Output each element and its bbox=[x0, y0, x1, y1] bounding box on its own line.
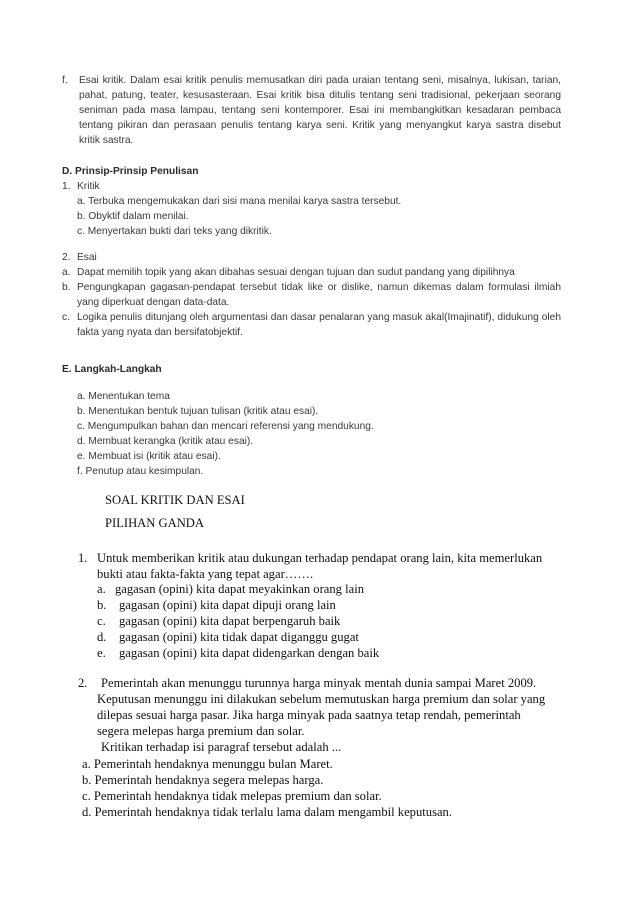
question-1 bbox=[78, 551, 562, 582]
q2-option: b. Pemerintah hendaknya segera melepas harga. bbox=[82, 773, 324, 787]
kritik-item: b. Obyktif dalam menilai. bbox=[77, 211, 189, 222]
kritik-label-row bbox=[62, 179, 100, 194]
q1-option-marker: a. bbox=[97, 582, 106, 596]
esai-item-text: Pengungkapan gagasan-pendapat tersebut tidak like or dislike, namun dikemas dalam formulasi ilmiah yang diperkuat dengan data-data. bbox=[77, 282, 561, 308]
esai-label-row bbox=[62, 250, 97, 265]
q1-option-marker: e. bbox=[97, 646, 106, 660]
question-2-line: Keputusan menunggu ini dilakukan sebelum memutuskan harga premium dan solar yang bbox=[97, 692, 546, 706]
question-1-number: 1. bbox=[78, 551, 88, 565]
q2-option: d. Pemerintah hendaknya tidak terlalu lama dalam mengambil keputusan. bbox=[82, 805, 453, 819]
esai-marker: 2. bbox=[62, 252, 71, 263]
q1-option-marker: d. bbox=[97, 630, 107, 644]
esai-item-text: Dapat memilih topik yang akan dibahas sesuai dengan tujuan dan sudut pandang yang dipilihnya bbox=[77, 267, 515, 278]
q2-option: a. Pemerintah hendaknya menunggu bulan Maret. bbox=[82, 757, 333, 771]
section-f-paragraph bbox=[62, 73, 561, 148]
q1-option-text: gagasan (opini) kita dapat berpengaruh baik bbox=[119, 614, 341, 628]
esai-item bbox=[62, 280, 561, 310]
section-f-marker: f. bbox=[62, 75, 68, 86]
kritik-marker: 1. bbox=[62, 181, 71, 192]
kritik-item: c. Menyertakan bukti dari teks yang dikritik. bbox=[77, 226, 272, 237]
q1-option-text: gagasan (opini) kita dapat didengarkan dengan baik bbox=[119, 646, 380, 660]
q1-option bbox=[97, 630, 359, 646]
question-1-text: Untuk memberikan kritik atau dukungan terhadap pendapat orang lain, kita memerlukan bukti atau fakta-fakta yang tepat agar……. bbox=[97, 551, 543, 581]
soal-subtitle: PILIHAN GANDA bbox=[105, 516, 204, 530]
section-f-text: Esai kritik. Dalam esai kritik penulis memusatkan diri pada uraian tentang seni, misalnya, lukisan, tarian, pahat, patung, teater, kesusasteraan. Esai kritik bisa ditulis tentang seni tradisional, pekerjaan seorang seniman pada masa lampau, tentang seni kontemporer. Esai ini membangkitkan kesadaran pembaca tentang pikiran dan perasaan penulis tentang karya seni. Kritik yang menyangkut karya sastra disebut kritik sastra. bbox=[79, 75, 561, 146]
langkah-item: c. Mengumpulkan bahan dan mencari referensi yang mendukung. bbox=[77, 421, 374, 432]
langkah-item: e. Membuat isi (kritik atau esai). bbox=[77, 451, 221, 462]
q1-option-marker: b. bbox=[97, 598, 107, 612]
q2-option: c. Pemerintah hendaknya tidak melepas premium dan solar. bbox=[82, 789, 382, 803]
q1-option-text: gagasan (opini) kita dapat dipuji orang lain bbox=[119, 598, 336, 612]
q1-option-text: gagasan (opini) kita tidak dapat diganggu gugat bbox=[119, 630, 359, 644]
section-e-heading: E. Langkah-Langkah bbox=[62, 364, 162, 375]
esai-item bbox=[62, 310, 561, 340]
kritik-item: a. Terbuka mengemukakan dari sisi mana menilai karya sastra tersebut. bbox=[77, 196, 402, 207]
soal-title: SOAL KRITIK DAN ESAI bbox=[105, 493, 245, 507]
q1-option-text: gagasan (opini) kita dapat meyakinkan orang lain bbox=[115, 582, 364, 596]
q1-option bbox=[97, 646, 379, 662]
q1-option bbox=[97, 598, 336, 614]
kritik-label: Kritik bbox=[77, 181, 100, 192]
langkah-item: f. Penutup atau kesimpulan. bbox=[77, 466, 204, 477]
question-2-prompt: Kritikan terhadap isi paragraf tersebut adalah ... bbox=[101, 740, 342, 754]
question-2-line: segera melepas harga premium dan solar. bbox=[97, 724, 305, 738]
esai-label: Esai bbox=[77, 252, 97, 263]
section-d-heading: D. Prinsip-Prinsip Penulisan bbox=[62, 166, 199, 177]
esai-item-marker: b. bbox=[62, 282, 71, 293]
esai-item-marker: c. bbox=[62, 312, 70, 323]
question-2-number: 2. bbox=[78, 676, 88, 690]
langkah-item: d. Membuat kerangka (kritik atau esai). bbox=[77, 436, 254, 447]
langkah-item: b. Menentukan bentuk tujuan tulisan (kritik atau esai). bbox=[77, 406, 319, 417]
q1-option bbox=[97, 614, 340, 630]
esai-item-marker: a. bbox=[62, 267, 71, 278]
langkah-item: a. Menentukan tema bbox=[77, 391, 170, 402]
q1-option-marker: c. bbox=[97, 614, 106, 628]
question-2-line: dilepas sesuai harga pasar. Jika harga minyak pada saatnya tetap rendah, pemerintah bbox=[97, 708, 521, 722]
q1-option bbox=[97, 582, 364, 598]
esai-item bbox=[62, 265, 561, 280]
question-2-line: Pemerintah akan menunggu turunnya harga minyak mentah dunia sampai Maret 2009. bbox=[101, 676, 537, 690]
esai-item-text: Logika penulis ditunjang oleh argumentasi dan dasar penalaran yang masuk akal(Imajinatif), didukung oleh fakta yang nyata dan bersifatobjektif. bbox=[77, 312, 561, 338]
